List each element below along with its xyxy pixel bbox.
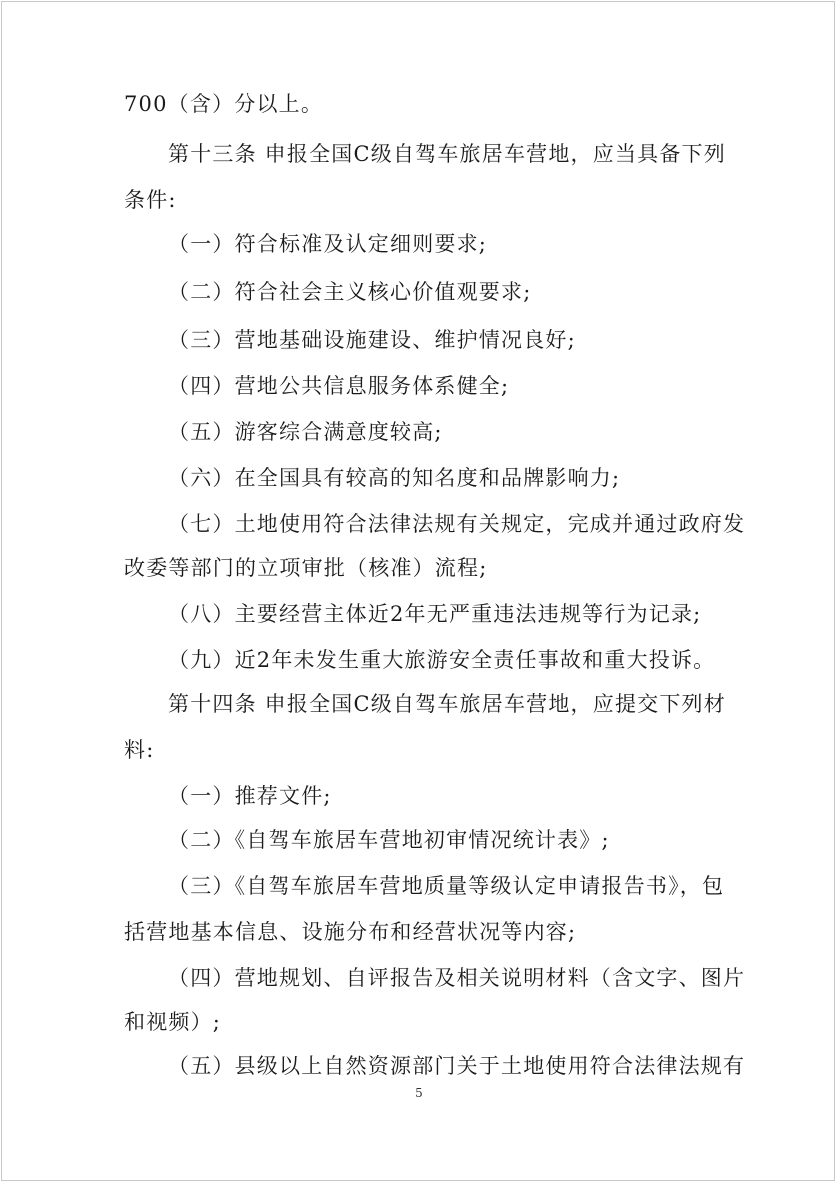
text-line: 括营地基本信息、设施分布和经营状况等内容; bbox=[124, 920, 577, 944]
page-border bbox=[1, 1, 835, 1181]
list-item: （九）近2年未发生重大旅游安全责任事故和重大投诉。 bbox=[168, 648, 716, 672]
list-item: （一）符合标准及认定细则要求; bbox=[168, 232, 488, 256]
list-item: （四）营地规划、自评报告及相关说明材料（含文字、图片 bbox=[168, 966, 746, 990]
list-item: （三）营地基础设施建设、维护情况良好; bbox=[168, 328, 576, 352]
article-13-heading: 第十三条 申报全国C级自驾车旅居车营地，应当具备下列 bbox=[168, 142, 726, 166]
list-item: （六）在全国具有较高的知名度和品牌影响力; bbox=[168, 466, 621, 490]
article-14-heading: 第十四条 申报全国C级自驾车旅居车营地，应提交下列材 bbox=[168, 692, 726, 716]
list-item: （二）符合社会主义核心价值观要求; bbox=[168, 280, 532, 304]
text-line: 条件: bbox=[124, 188, 177, 212]
list-item: （二）《自驾车旅居车营地初审情况统计表》; bbox=[168, 828, 610, 852]
text-line: 改委等部门的立项审批（核准）流程; bbox=[124, 556, 488, 580]
text-line: 料: bbox=[124, 738, 155, 762]
list-item: （五）游客综合满意度较高; bbox=[168, 420, 443, 444]
list-item: （五）县级以上自然资源部门关于土地使用符合法律法规有 bbox=[168, 1054, 746, 1078]
list-item: （三）《自驾车旅居车营地质量等级认定申请报告书》，包 bbox=[168, 874, 725, 898]
text-line: 700（含）分以上。 bbox=[124, 92, 324, 116]
page-number: 5 bbox=[415, 1086, 423, 1100]
list-item: （四）营地公共信息服务体系健全; bbox=[168, 374, 510, 398]
list-item: （一）推荐文件; bbox=[168, 784, 332, 808]
text-line: 和视频）; bbox=[124, 1010, 222, 1034]
list-item: （七）土地使用符合法律法规有关规定，完成并通过政府发 bbox=[168, 512, 746, 536]
list-item: （八）主要经营主体近2年无严重违法违规等行为记录; bbox=[168, 602, 702, 626]
